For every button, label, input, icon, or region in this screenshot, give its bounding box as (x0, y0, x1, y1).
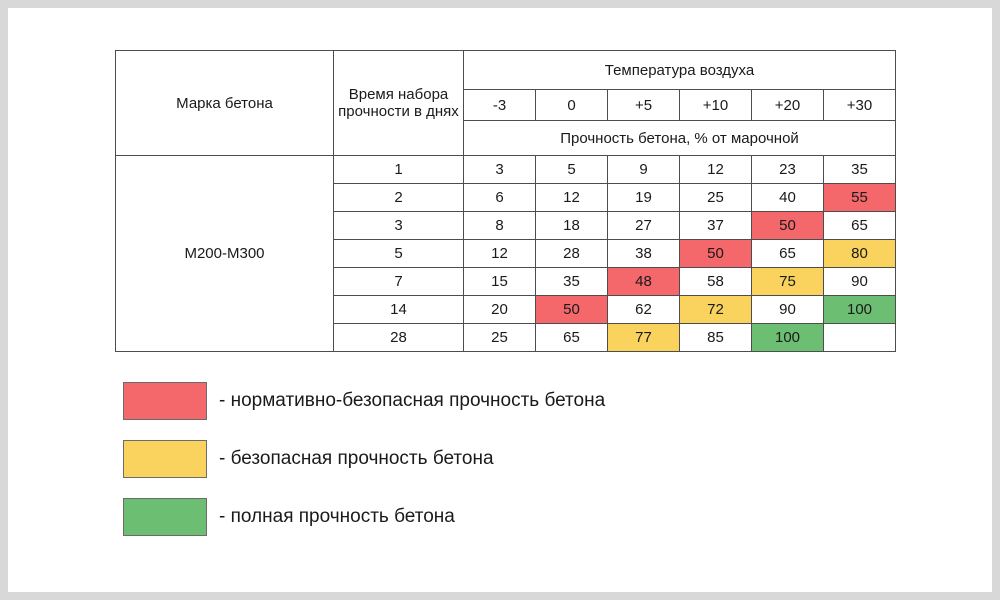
legend-item (115, 488, 895, 546)
cell-value: 35 (536, 268, 608, 296)
header-time: Время набора прочности в днях (334, 51, 464, 156)
cell-value: 65 (752, 240, 824, 268)
cell-value: 90 (752, 296, 824, 324)
table-row (116, 156, 896, 184)
cell-value: 58 (680, 268, 752, 296)
cell-days: 5 (334, 240, 464, 268)
cell-days: 1 (334, 156, 464, 184)
header-temp-value: +30 (824, 90, 896, 121)
cell-days: 7 (334, 268, 464, 296)
legend-label: - безопасная прочность бетона (219, 448, 494, 469)
cell-value: 5 (536, 156, 608, 184)
cell-value: 12 (536, 184, 608, 212)
cell-value: 55 (824, 184, 896, 212)
cell-value: 20 (464, 296, 536, 324)
cell-value: 72 (680, 296, 752, 324)
legend-item (115, 372, 895, 430)
cell-days: 3 (334, 212, 464, 240)
header-temp-value: 0 (536, 90, 608, 121)
document-page (8, 8, 992, 592)
cell-value: 50 (680, 240, 752, 268)
cell-value: 35 (824, 156, 896, 184)
cell-value: 12 (464, 240, 536, 268)
header-temp-value: +5 (608, 90, 680, 121)
cell-value: 18 (536, 212, 608, 240)
header-brand: Марка бетона (116, 51, 334, 156)
cell-value: 62 (608, 296, 680, 324)
header-temp-value: +10 (680, 90, 752, 121)
cell-value (824, 324, 896, 352)
header-temp-value: +20 (752, 90, 824, 121)
cell-value: 25 (464, 324, 536, 352)
cell-days: 14 (334, 296, 464, 324)
cell-value: 8 (464, 212, 536, 240)
cell-value: 9 (608, 156, 680, 184)
cell-value: 65 (536, 324, 608, 352)
cell-value: 65 (824, 212, 896, 240)
header-temperature: Температура воздуха (464, 51, 896, 90)
legend-label: - полная прочность бетона (219, 506, 455, 527)
cell-value: 12 (680, 156, 752, 184)
cell-value: 27 (608, 212, 680, 240)
cell-days: 28 (334, 324, 464, 352)
cell-value: 90 (824, 268, 896, 296)
cell-value: 37 (680, 212, 752, 240)
legend-swatch-red (123, 382, 207, 420)
cell-value: 19 (608, 184, 680, 212)
legend-label: - нормативно-безопасная прочность бетона (219, 390, 606, 411)
cell-value: 100 (752, 324, 824, 352)
legend-swatch-green (123, 498, 207, 536)
cell-value: 77 (608, 324, 680, 352)
table-header-row-1 (116, 51, 896, 90)
concrete-strength-sheet (115, 50, 905, 540)
cell-value: 48 (608, 268, 680, 296)
cell-value: 28 (536, 240, 608, 268)
legend-item (115, 430, 895, 488)
cell-days: 2 (334, 184, 464, 212)
cell-value: 75 (752, 268, 824, 296)
cell-value: 50 (536, 296, 608, 324)
cell-brand-label: М200-М300 (116, 156, 334, 352)
cell-value: 38 (608, 240, 680, 268)
cell-value: 3 (464, 156, 536, 184)
legend-swatch-yellow (123, 440, 207, 478)
cell-value: 6 (464, 184, 536, 212)
cell-value: 15 (464, 268, 536, 296)
cell-value: 23 (752, 156, 824, 184)
cell-value: 25 (680, 184, 752, 212)
header-temp-value: -3 (464, 90, 536, 121)
cell-value: 100 (824, 296, 896, 324)
concrete-strength-table (115, 50, 896, 352)
cell-value: 50 (752, 212, 824, 240)
cell-value: 80 (824, 240, 896, 268)
legend (115, 372, 895, 546)
cell-value: 40 (752, 184, 824, 212)
cell-value: 85 (680, 324, 752, 352)
header-strength: Прочность бетона, % от марочной (464, 121, 896, 156)
